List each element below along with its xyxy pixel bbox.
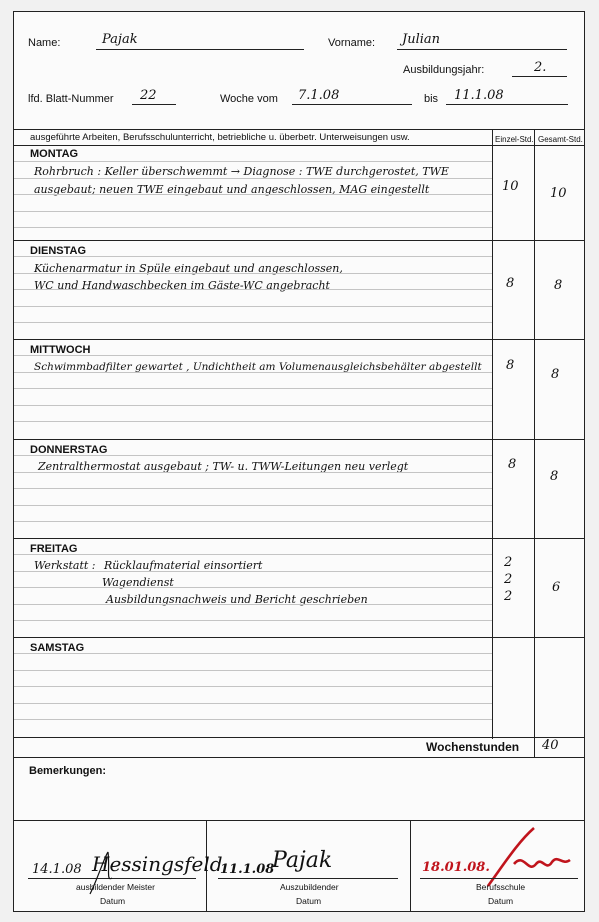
ruling-line: [14, 211, 492, 212]
signature-azubi-handwriting: Pajak: [272, 848, 333, 873]
ruling-line: [14, 719, 492, 720]
jahr-value: 2.: [534, 60, 547, 75]
einzel-value: 2: [504, 589, 513, 604]
report-sheet: [13, 11, 585, 912]
task-line: Wagendienst: [102, 576, 174, 589]
wochenstunden-value: 40: [542, 738, 559, 753]
einzel-value: 10: [502, 179, 519, 194]
task-line: Zentralthermostat ausgebaut ; TW- u. TWW-Leitungen neu verlegt: [38, 460, 409, 473]
task-line: Ausbildungsnachweis und Bericht geschrieben: [106, 593, 368, 606]
ruling-line: [14, 472, 492, 473]
day-label: FREITAG: [30, 543, 78, 555]
bis-label: bis: [424, 93, 439, 105]
gesamt-header: Gesamt-Std.: [538, 135, 583, 144]
task-line: Werkstatt :: [34, 559, 96, 572]
ruling-line: [14, 372, 492, 373]
task-line: Schwimmbadfilter gewartet , Undichtheit am Volumenausgleichsbehälter abgestellt: [34, 361, 482, 373]
ruling-line: [14, 571, 492, 572]
ruling-line: [14, 161, 492, 162]
ruling-line: [14, 488, 492, 489]
ruling-line: [14, 355, 492, 356]
einzel-value: 2: [504, 572, 513, 587]
task-line: Küchenarmatur in Spüle eingebaut und angeschlossen,: [34, 262, 343, 275]
jahr-label: Ausbildungsjahr:: [403, 64, 485, 76]
ruling-line: [14, 587, 492, 588]
ruling-line: [14, 554, 492, 555]
day-label: MONTAG: [30, 148, 79, 160]
blatt-label: lfd. Blatt-Nummer: [28, 93, 114, 105]
einzel-value: 2: [504, 555, 513, 570]
ruling-line: [14, 388, 492, 389]
signature-date: 14.1.08: [32, 862, 82, 877]
ruling-line: [14, 455, 492, 456]
day-label: SAMSTAG: [30, 642, 85, 654]
ruling-line: [14, 653, 492, 654]
woche-von: 7.1.08: [298, 88, 340, 103]
signature-role: ausbildender Meister: [76, 882, 155, 892]
einzel-value: 8: [506, 276, 515, 291]
blatt-value: 22: [140, 88, 157, 103]
ruling-line: [14, 289, 492, 290]
signature-datum: Datum: [100, 896, 126, 906]
name-value: Pajak: [102, 32, 138, 47]
ruling-line: [14, 273, 492, 274]
ruling-line: [14, 405, 492, 406]
day-label: DONNERSTAG: [30, 444, 108, 456]
signature-datum: Datum: [488, 896, 514, 906]
ruling-line: [14, 178, 492, 179]
vorname-label: Vorname:: [328, 37, 376, 49]
task-line: Rücklaufmaterial einsortiert: [104, 559, 263, 572]
signature-flourish-meister: [88, 848, 188, 898]
day-label: DIENSTAG: [30, 245, 87, 257]
day-label: MITTWOCH: [30, 344, 91, 356]
task-line: Rohrbruch : Keller überschwemmt → Diagnose : TWE durchgerostet, TWE: [34, 165, 449, 178]
ruling-line: [14, 194, 492, 195]
gesamt-value: 8: [551, 367, 560, 382]
ruling-line: [14, 521, 492, 522]
gesamt-value: 6: [552, 580, 561, 595]
ruling-line: [14, 604, 492, 605]
ruling-line: [14, 505, 492, 506]
ruling-line: [14, 306, 492, 307]
gesamt-value: 10: [550, 186, 567, 201]
vorname-value: Julian: [402, 32, 441, 47]
einzel-header: Einzel-Std.: [495, 135, 534, 144]
signature-meister-handwriting: Hessingsfeld: [92, 852, 223, 876]
gesamt-value: 8: [554, 278, 563, 293]
task-line: ausgebaut; neuen TWE eingebaut und angeschlossen, MAG eingestellt: [34, 183, 430, 196]
ruling-line: [14, 620, 492, 621]
signature-datum: Datum: [296, 896, 322, 906]
ruling-line: [14, 686, 492, 687]
ruling-line: [14, 227, 492, 228]
einzel-value: 8: [506, 358, 515, 373]
desc-header: ausgeführte Arbeiten, Berufsschulunterricht, betriebliche u. überbetr. Unterweisungen usw.: [30, 132, 410, 143]
signature-date: 18.01.08.: [422, 860, 490, 875]
ruling-line: [14, 421, 492, 422]
gesamt-value: 8: [550, 469, 559, 484]
wochenstunden-label: Wochenstunden: [426, 740, 520, 754]
woche-bis: 11.1.08: [454, 88, 504, 103]
einzel-value: 8: [508, 457, 517, 472]
ruling-line: [14, 670, 492, 671]
bemerkungen-label: Bemerkungen:: [29, 765, 107, 777]
signature-date: 11.1.08: [220, 862, 275, 877]
ruling-line: [14, 256, 492, 257]
name-label: Name:: [28, 37, 61, 49]
woche-label: Woche vom: [220, 93, 278, 105]
ruling-line: [14, 703, 492, 704]
ruling-line: [14, 322, 492, 323]
task-line: WC und Handwaschbecken im Gäste-WC angebracht: [34, 279, 330, 292]
signature-role: Berufsschule: [476, 882, 526, 892]
signature-role: Auszubildender: [280, 882, 339, 892]
